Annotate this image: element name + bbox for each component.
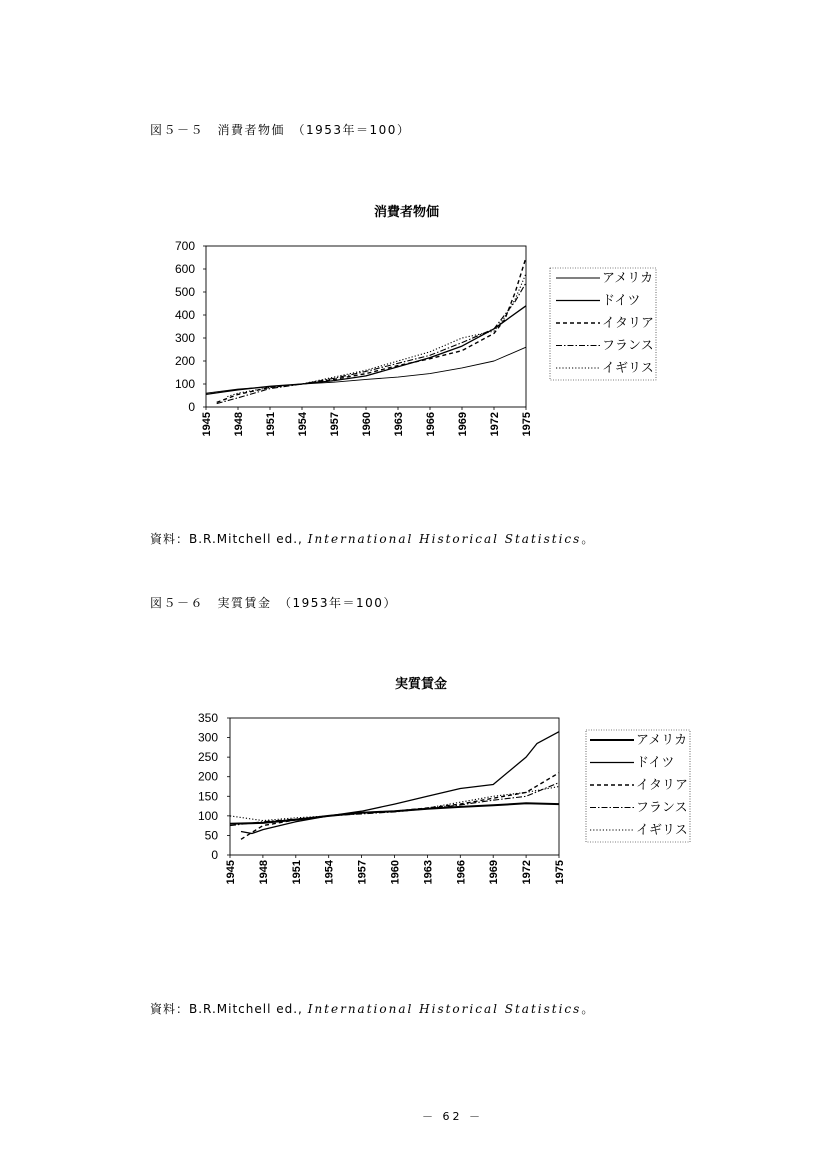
y-tick-label: 700 bbox=[174, 239, 195, 253]
plot-area bbox=[230, 718, 559, 855]
x-tick-label: 1960 bbox=[389, 860, 402, 885]
legend-label: ドイツ bbox=[602, 293, 641, 309]
y-tick-label: 0 bbox=[188, 400, 195, 414]
chart-2 bbox=[198, 711, 690, 884]
x-tick-label: 1963 bbox=[422, 860, 435, 885]
x-tick-label: 1975 bbox=[521, 412, 533, 437]
source-prefix: 資料：B.R.Mitchell ed., bbox=[150, 1002, 303, 1016]
figure-5-6-caption: 図５－６ 実質賃金 （1953年＝100） bbox=[150, 596, 397, 610]
x-tick-label: 1969 bbox=[488, 860, 501, 885]
source-suffix: 。 bbox=[581, 532, 595, 546]
source-prefix: 資料：B.R.Mitchell ed., bbox=[150, 532, 303, 546]
page-number: － 62 － bbox=[422, 1110, 483, 1123]
source-suffix: 。 bbox=[581, 1002, 595, 1016]
y-tick-label: 250 bbox=[197, 750, 218, 765]
legend-label: イタリア bbox=[636, 778, 689, 793]
legend-label: イギリス bbox=[602, 361, 654, 376]
y-tick-label: 0 bbox=[211, 848, 218, 862]
series-line-3 bbox=[241, 773, 559, 840]
legend-label: アメリカ bbox=[636, 733, 688, 748]
x-tick-label: 1957 bbox=[356, 860, 369, 885]
x-tick-label: 1957 bbox=[329, 412, 341, 437]
legend-label: イタリア bbox=[602, 316, 655, 331]
y-tick-label: 100 bbox=[197, 808, 218, 823]
legend-label: フランス bbox=[636, 800, 688, 816]
x-tick-label: 1966 bbox=[455, 860, 468, 885]
chart-1 bbox=[175, 239, 656, 436]
y-tick-label: 600 bbox=[174, 262, 195, 276]
series-line-2 bbox=[241, 732, 559, 834]
y-tick-label: 200 bbox=[174, 354, 195, 368]
figure-5-5-caption: 図５－５ 消費者物価 （1953年＝100） bbox=[150, 123, 411, 137]
x-tick-label: 1945 bbox=[201, 412, 213, 437]
chart-1-title: 消費者物価 bbox=[374, 205, 440, 220]
x-tick-label: 1963 bbox=[393, 412, 405, 437]
y-tick-label: 300 bbox=[174, 331, 195, 345]
source-title: International Historical Statistics bbox=[307, 532, 582, 546]
x-tick-label: 1954 bbox=[297, 412, 309, 437]
y-tick-label: 500 bbox=[174, 285, 195, 299]
series-line-2 bbox=[206, 306, 526, 395]
series-line-4 bbox=[217, 283, 526, 404]
x-tick-label: 1972 bbox=[521, 860, 534, 885]
legend-label: アメリカ bbox=[602, 271, 654, 286]
y-tick-label: 50 bbox=[204, 828, 218, 843]
x-tick-label: 1954 bbox=[323, 860, 336, 885]
x-tick-label: 1960 bbox=[361, 412, 373, 437]
x-tick-label: 1975 bbox=[554, 860, 566, 885]
y-tick-label: 200 bbox=[197, 769, 218, 784]
x-tick-label: 1966 bbox=[425, 412, 437, 437]
source-title: International Historical Statistics bbox=[307, 1002, 582, 1016]
y-tick-label: 100 bbox=[174, 377, 195, 391]
x-tick-label: 1969 bbox=[457, 412, 469, 437]
x-tick-label: 1951 bbox=[290, 860, 303, 885]
y-tick-label: 400 bbox=[174, 308, 195, 322]
y-tick-label: 300 bbox=[197, 730, 218, 745]
x-tick-label: 1945 bbox=[225, 860, 237, 885]
chart-2-title: 実質賃金 bbox=[395, 677, 448, 692]
x-tick-label: 1948 bbox=[233, 412, 245, 437]
x-tick-label: 1951 bbox=[265, 412, 277, 437]
y-tick-label: 150 bbox=[197, 789, 218, 804]
legend-label: イギリス bbox=[636, 823, 688, 838]
x-tick-label: 1972 bbox=[489, 412, 501, 437]
plot-area bbox=[206, 246, 526, 407]
legend-label: ドイツ bbox=[636, 755, 675, 771]
legend-label: フランス bbox=[602, 338, 654, 354]
x-tick-label: 1948 bbox=[257, 860, 270, 885]
series-line-3 bbox=[217, 258, 526, 403]
y-tick-label: 350 bbox=[197, 711, 218, 725]
